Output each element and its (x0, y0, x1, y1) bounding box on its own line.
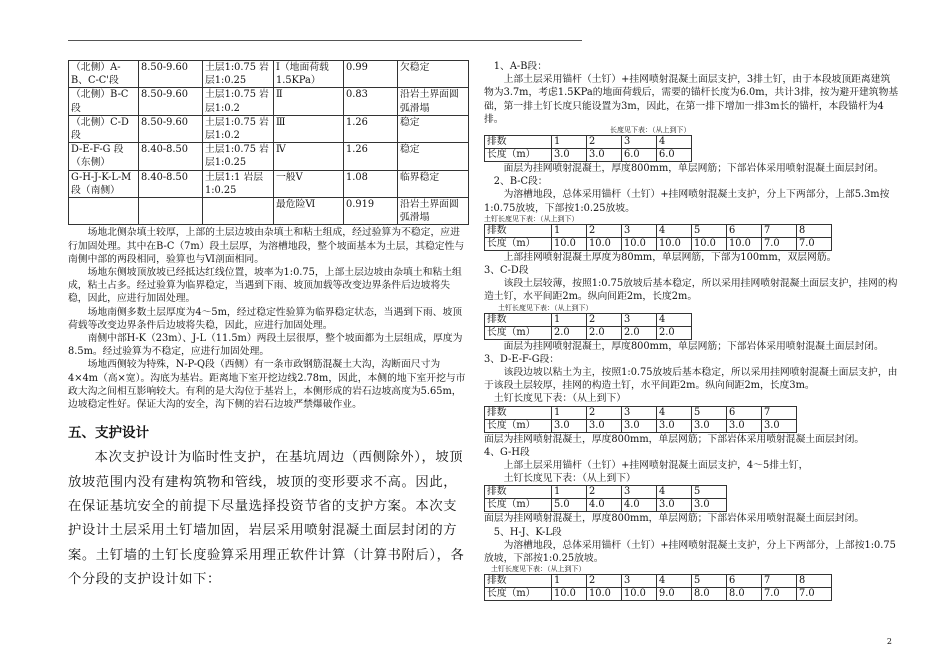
table-caption: 土钉长度见下表：（从上到下） (484, 214, 579, 223)
table-cell: 8.40-8.50 (139, 143, 203, 170)
right-column (484, 60, 900, 601)
table-row (69, 143, 469, 170)
table-cell: 稳定 (398, 143, 469, 170)
section-h-j-k-l (484, 526, 900, 602)
row-header-cell: 长度（m） (485, 237, 552, 250)
left-paragraphs (68, 226, 468, 411)
table-cell: 1.26 (344, 143, 398, 170)
table-cell: 3 (622, 136, 657, 149)
table-cell: 1 (552, 136, 587, 149)
paragraph: 场地南侧多数土层厚度为4～5m，经过稳定性验算为临界稳定状态，当遇到下雨、坡顶荷载等改变边界条件后边坡将失稳，因此，应进行加固处理。 (68, 306, 463, 331)
table-row (485, 406, 797, 419)
table-cell: 7 (762, 575, 797, 588)
table-cell: 2 (587, 486, 622, 499)
subsection-title: 3、D-E-F-G段： (484, 353, 560, 365)
table-cell (203, 198, 274, 225)
row-header-cell: 排数 (485, 313, 552, 326)
table-cell: 7.0 (797, 237, 832, 250)
table-cell: 沿岩土界面圆弧滑塌 (398, 88, 469, 115)
table-cell: 5 (692, 406, 727, 419)
table-cell: 4.0 (587, 499, 622, 512)
subsection-text: 面层为挂网喷射混凝土，厚度800mm，单层网筋；下部岩体采用喷射混凝土面层封闭。 (503, 340, 884, 352)
row-header-cell: 排数 (485, 224, 552, 237)
table-row (69, 61, 469, 88)
table-cell: 1 (552, 486, 587, 499)
table-cell: 8.0 (727, 588, 762, 601)
table-cell: 6.0 (657, 149, 692, 162)
row-header-cell: 排数 (485, 406, 552, 419)
table-row (485, 326, 692, 339)
table-cell: 3 (622, 224, 657, 237)
table-cell: 0.919 (344, 198, 398, 225)
table-cell: 10.0 (657, 237, 692, 250)
table-cell: 5.0 (552, 499, 587, 512)
table-cell: 6 (727, 575, 762, 588)
row-header-cell: 长度（m） (485, 149, 552, 162)
anchor-length-table (484, 406, 797, 433)
table-cell: 5 (692, 486, 727, 499)
table-row (485, 575, 832, 588)
table-cell: 7.0 (762, 588, 797, 601)
table-cell: Ⅳ (274, 143, 344, 170)
table-cell: Ⅱ (274, 88, 344, 115)
row-header-cell: 长度（m） (485, 588, 552, 601)
section-d-e-f-g (484, 353, 900, 446)
table-cell: 10.0 (622, 237, 657, 250)
subsection-title: 2、B-C段： (493, 176, 548, 188)
table-row (485, 419, 797, 432)
subsection-text: 为溶槽地段，总体采用锚杆（土钉）+挂网喷射混凝土支护，分上下两部分，上部5.3m按1:0.75放坡，下部按1:0.25放坡。 (484, 189, 890, 214)
table-cell: 8.0 (692, 588, 727, 601)
table-row (69, 115, 469, 142)
table-row (485, 588, 832, 601)
table-cell: 1 (552, 224, 587, 237)
table-cell: 6.0 (622, 149, 657, 162)
table-cell: 3.0 (762, 419, 797, 432)
table-cell: 8.50-9.60 (139, 115, 203, 142)
table-cell: 4 (657, 136, 692, 149)
section-g-h (484, 446, 900, 526)
subsection-title: 5、H-J、K-L段 (493, 526, 562, 538)
table-cell: Ⅰ（地面荷载1.5KPa） (274, 61, 344, 88)
row-header-cell: 长度（m） (485, 326, 552, 339)
table-cell: 稳定 (398, 115, 469, 142)
row-header-cell: 长度（m） (485, 419, 552, 432)
table-cell: 7 (762, 406, 797, 419)
table-cell: 5 (692, 575, 727, 588)
table-cell: 2.0 (587, 326, 622, 339)
table-cell: 3.0 (692, 499, 727, 512)
table-cell: 3.0 (657, 419, 692, 432)
paragraph: 场地北侧杂填土较厚，上部的土层边坡由杂填土和粘土组成，经过验算为不稳定，应进行加固处理。其中在B-C（7m）段土层厚，为溶槽地段，整个坡面基本为土层，其稳定性与南侧中部的两段相同，验算也与Ⅵ剖面相同。 (68, 227, 465, 265)
table-cell: 2.0 (552, 326, 587, 339)
header-rule (68, 40, 582, 41)
table-cell: 3 (622, 313, 657, 326)
table-cell: 3 (622, 406, 657, 419)
table-row (485, 237, 832, 250)
table-cell: 3.0 (692, 419, 727, 432)
paragraph: 场地东侧坡顶放坡已经抵达红线位置，坡率为1:0.75，上部土层边坡由杂填土和粘土组成，粘土占多。经过验算为临界稳定，当遇到下雨、坡顶加载等改变边界条件后边坡将失稳，因此，应进行加固处理。 (68, 267, 462, 305)
row-header-cell: 排数 (485, 136, 552, 149)
table-caption: 土钉长度见下表：（从上到下） (493, 393, 627, 405)
table-cell: 土层1:0.75 岩层1:0.25 (203, 143, 274, 170)
table-cell: 0.83 (344, 88, 398, 115)
subsection-text: 该段边坡以粘土为主，按照1:0.75放坡后基本稳定，所以采用挂网喷射混凝土面层支护，由于该段土层较厚，挂网的构造土钉，水平间距2m。纵向间距2m，长度3m。 (484, 367, 898, 392)
subsection-text: 面层为挂网喷射混凝土，厚度800mm，单层网筋；下部岩体采用喷射混凝土面层封闭。 (484, 433, 865, 445)
table-cell: 6 (727, 406, 762, 419)
paragraph: 场地西侧较为特殊，N-P-Q段（西侧）有一条市政钢筋混凝土大沟，沟断面尺寸为4×4m（高×宽）。沟底为基岩。距离地下室开挖边线2.78m，因此，本侧的地下室开挖与市政大沟之间相互影响较大。有利的是大沟位于基岩上，本侧形成的岩石边坡高度为5.65m，边坡稳定性好。保证大沟的安全，沟下侧的岩石边坡严禁爆破作业。 (68, 359, 466, 411)
table-cell: 10.0 (727, 237, 762, 250)
table-cell: 3.0 (657, 499, 692, 512)
table-cell: D-E-F-G 段（东侧） (69, 143, 139, 170)
table-cell: 9.0 (657, 588, 692, 601)
subsection-text: 为溶槽地段，总体采用锚杆（土钉）+挂网喷射混凝土支护，分上下两部分，上部按1:0.75放坡，下部按1:0.25放坡。 (484, 539, 896, 565)
table-cell: 1 (552, 575, 587, 588)
table-cell: 沿岩土界面圆弧滑塌 (398, 198, 469, 225)
table-row (485, 313, 692, 326)
row-header-cell: 排数 (485, 575, 552, 588)
table-cell: 最危险Ⅵ (274, 198, 344, 225)
table-row (485, 499, 727, 512)
table-cell: 10.0 (622, 588, 657, 601)
table-cell: 1.26 (344, 115, 398, 142)
table-cell: 4 (657, 406, 692, 419)
anchor-length-table (484, 313, 692, 340)
table-cell: 2 (587, 406, 622, 419)
section-heading: 五、支护设计 (68, 425, 149, 442)
table-cell: 7.0 (762, 237, 797, 250)
table-cell: 3 (622, 486, 657, 499)
table-cell: 10.0 (552, 237, 587, 250)
subsection-title: 4、G-H段 (484, 446, 530, 458)
table-row (69, 170, 469, 197)
subsection-text: 面层为挂网喷射混凝土，厚度800mm，单层网筋；下部岩体采用喷射混凝土面层封闭。 (503, 163, 884, 175)
subsection-title: 3、C-D段 (484, 265, 529, 277)
table-cell (139, 198, 203, 225)
table-cell: 土层1:0.75 岩层1:0.2 (203, 88, 274, 115)
stability-table (68, 60, 469, 225)
subsection-text: 上部挂网喷射混凝土厚度为80mm，单层网筋，下部为100mm，双层网筋。 (503, 251, 837, 263)
subsection-title: 1、A-B段： (493, 61, 548, 72)
table-cell: 4 (657, 486, 692, 499)
table-cell: 3.0 (587, 149, 622, 162)
table-cell: 2.0 (657, 326, 692, 339)
table-cell: 2.0 (622, 326, 657, 339)
section-body: 本次支护设计为临时性支护，在基坑周边（西侧除外），坡顶放坡范围内没有建构筑物和管线，坡顶的变形要求不高。因此，在保证基坑安全的前提下尽量选择投资节省的支护方案。本次支护设计土层采用土钉墙加固，岩层采用喷射混凝土面层封闭的方案。土钉墙的土钉长度验算采用理正软件计算（计算书附后），各个分段的支护设计如下： (68, 450, 465, 587)
table-cell: 3.0 (552, 419, 587, 432)
table-cell: 2 (587, 575, 622, 588)
table-cell: 4 (657, 224, 692, 237)
table-cell: 3.0 (552, 149, 587, 162)
page-number: 2 (886, 637, 892, 646)
anchor-length-table (484, 224, 832, 251)
table-cell: 1.08 (344, 170, 398, 197)
table-cell: 7 (762, 224, 797, 237)
table-cell: Ⅲ (274, 115, 344, 142)
table-cell: 1 (552, 406, 587, 419)
table-cell: 10.0 (587, 588, 622, 601)
table-cell: 8.50-9.60 (139, 61, 203, 88)
table-cell: 2 (587, 136, 622, 149)
subsection-text: 面层为挂网喷射混凝土，厚度800mm，单层网筋；下部岩体采用喷射混凝土面层封闭。 (484, 513, 865, 525)
anchor-length-table (484, 485, 727, 512)
table-cell (69, 198, 139, 225)
table-row (69, 88, 469, 115)
table-cell: 3.0 (587, 419, 622, 432)
table-cell: 10.0 (587, 237, 622, 250)
table-cell: 一般Ⅴ (274, 170, 344, 197)
table-caption: 土钉长度见下表：（从上到下） (491, 565, 586, 574)
table-cell: 6 (727, 224, 762, 237)
table-cell: 8 (797, 224, 832, 237)
table-cell: 10.0 (552, 588, 587, 601)
anchor-length-table (484, 574, 832, 601)
table-cell: 1 (552, 313, 587, 326)
table-cell: 0.99 (344, 61, 398, 88)
table-cell: 2 (587, 224, 622, 237)
row-header-cell: 长度（m） (485, 499, 552, 512)
table-cell: 8.50-9.60 (139, 88, 203, 115)
table-cell: 5 (692, 224, 727, 237)
table-caption: 长度见下表：（从上到下） (610, 126, 691, 135)
table-cell: （北侧）A-B、C-C'段 (69, 61, 139, 88)
table-cell: 3 (622, 575, 657, 588)
table-row (485, 149, 692, 162)
subsection-text: 该段土层较薄，按照1:0.75放坡后基本稳定，所以采用挂网喷射混凝土面层支护，挂网的构造土钉，水平间距2m。纵向间距2m，长度2m。 (484, 278, 898, 303)
table-cell: 4 (657, 575, 692, 588)
anchor-length-table (484, 135, 692, 162)
table-cell: （北侧）B-C段 (69, 88, 139, 115)
section-a-b (484, 60, 900, 175)
table-cell: G-H-J-K-L-M段（南侧） (69, 170, 139, 197)
table-cell: 欠稳定 (398, 61, 469, 88)
section-c-d (484, 264, 900, 353)
left-column (68, 60, 468, 592)
table-cell: 4 (657, 313, 692, 326)
table-cell: 3.0 (622, 419, 657, 432)
table-cell: 土层1:1 岩层1:0.25 (203, 170, 274, 197)
table-cell: （北侧）C-D段 (69, 115, 139, 142)
table-row (485, 136, 692, 149)
table-cell: 土层1:0.75 岩层1:0.25 (203, 61, 274, 88)
table-row (485, 486, 727, 499)
subsection-text: 上部土层采用锚杆（土钉）+挂网喷射混凝土面层支护，3排土钉，由于本段坡顶距离建筑物为3.7m，考虑1.5KPa的地面荷载后，需要的锚杆长度为6.0m，共计3排，按为避开建筑物基础，第一排土钉长度只能设置为3m，因此，在第一排下增加一排3m长的锚杆，本段锚杆为4排。 (484, 74, 899, 125)
table-cell: 8.40-8.50 (139, 170, 203, 197)
table-row (485, 224, 832, 237)
table-cell: 土层1:0.75 岩层1:0.2 (203, 115, 274, 142)
table-cell: 4.0 (622, 499, 657, 512)
table-caption: 土钉长度见下表：（从上到下） (498, 303, 593, 312)
table-row (69, 198, 469, 225)
table-cell: 7.0 (797, 588, 832, 601)
paragraph: 南侧中部H-K（23m）、J-L（11.5m）两段土层很厚，整个坡面都为土层组成，厚度为8.5m。经过验算为不稳定，应进行加固处理。 (68, 333, 463, 358)
table-caption: 土钉长度见下表：（从上到下） (503, 473, 636, 485)
row-header-cell: 排数 (485, 486, 552, 499)
table-cell: 2 (587, 313, 622, 326)
table-cell: 临界稳定 (398, 170, 469, 197)
section-b-c (484, 175, 900, 264)
table-cell: 3.0 (727, 419, 762, 432)
table-cell: 8 (797, 575, 832, 588)
subsection-text: 上部土层采用锚杆（土钉）+挂网喷射混凝土面层支护，4～5排土钉， (503, 460, 809, 472)
table-cell: 10.0 (692, 237, 727, 250)
